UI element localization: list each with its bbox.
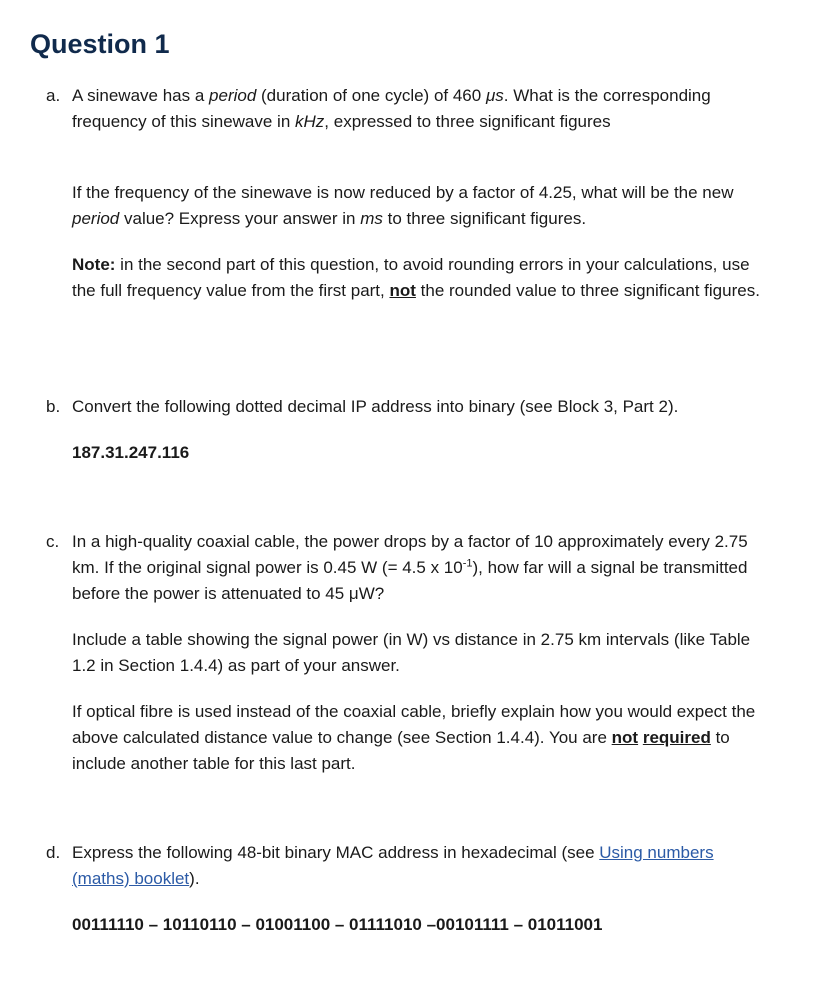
part-a-question-1: A sinewave has a period (duration of one cycle) of 460 μs. What is the corresponding frequency of this sinewave in kHz, expressed to three significant figures bbox=[72, 86, 711, 131]
part-a-question-2: If the frequency of the sinewave is now reduced by a factor of 4.25, what will be the new period value? Express your answer in ms to three significant figures. bbox=[72, 183, 734, 228]
question-part-a bbox=[46, 83, 766, 304]
part-d-question: Express the following 48-bit binary MAC address in hexadecimal (see Using numbers (maths) booklet). bbox=[72, 843, 714, 888]
part-label: a. bbox=[46, 86, 61, 105]
question-part-b bbox=[46, 394, 766, 466]
part-c-question-1: In a high-quality coaxial cable, the power drops by a factor of 10 approximately every 2.75 km. If the original signal power is 0.45 W (= 4.5 x $10^{-1}$), how far will a signal be transmitted before the power is attenuated to 45 μW? bbox=[72, 532, 748, 603]
part-c-question-3: If optical fibre is used instead of the coaxial cable, briefly explain how you would expect the above calculated distance value to change (see Section 1.4.4). You are not required to include another table for this last part. bbox=[72, 702, 756, 773]
part-c-question-2: Include a table showing the signal power (in W) vs distance in 2.75 km intervals (like Table 1.2 in Section 1.4.4) as part of your answer. bbox=[72, 630, 751, 675]
part-label: c. bbox=[46, 532, 60, 551]
mac-address: 00111110 – 10110110 – 01001100 – 01111010 –00101111 – 01011001 bbox=[72, 915, 603, 934]
question-part-c bbox=[46, 529, 766, 777]
part-b-question: Convert the following dotted decimal IP address into binary (see Block 3, Part 2). bbox=[72, 397, 679, 416]
ip-address: 187.31.247.116 bbox=[72, 443, 190, 462]
part-a-note: Note: in the second part of this question, to avoid rounding errors in your calculations, use the full frequency value from the first part, not the rounded value to three significant figures. bbox=[72, 255, 760, 300]
question-part-d bbox=[46, 840, 766, 938]
part-label: d. bbox=[46, 843, 61, 862]
page-title: Question 1 bbox=[30, 29, 170, 59]
maths-booklet-link[interactable]: Using numbers (maths) booklet bbox=[72, 843, 714, 888]
part-label: b. bbox=[46, 397, 61, 416]
